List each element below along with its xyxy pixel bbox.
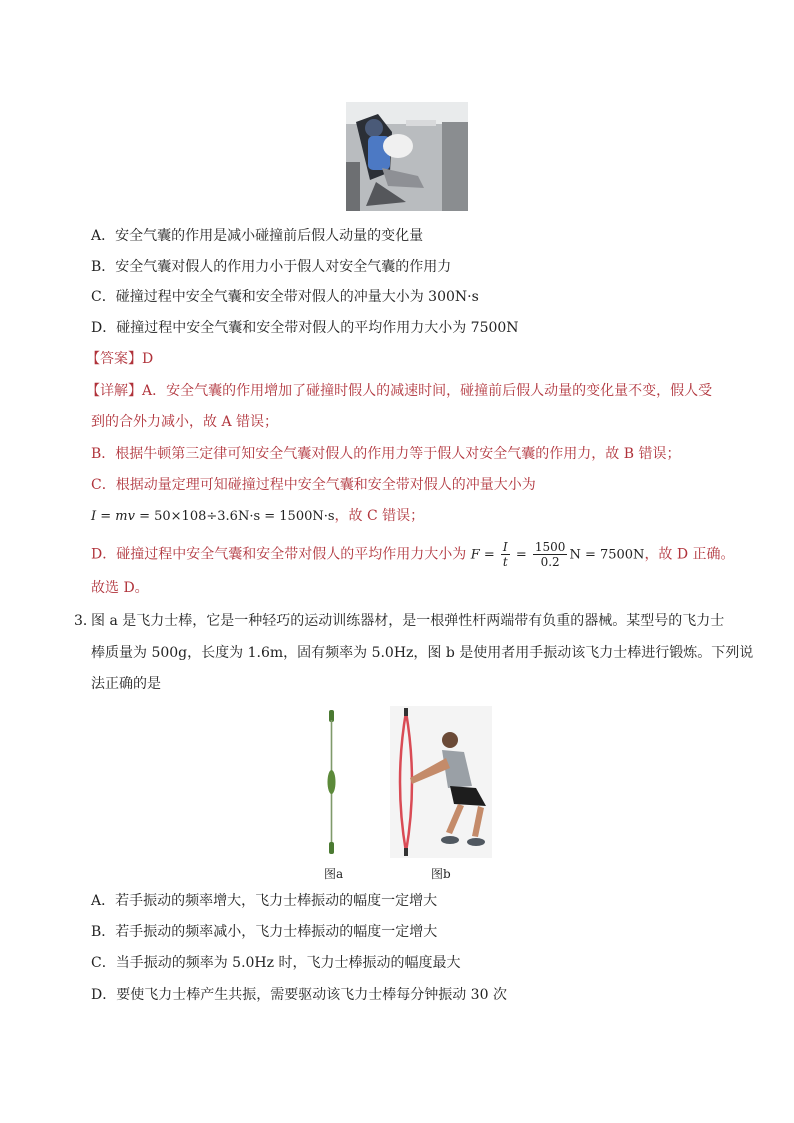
eq-c-rhs: = 50×108÷3.6N·s = 1500N·s (134, 509, 335, 524)
q3-option-b: B．若手振动的频率减小，飞力士棒振动的幅度一定增大 (91, 924, 438, 940)
q2-analysis-a-line1 (86, 381, 712, 401)
q3-stem-line3: 法正确的是 (91, 676, 161, 692)
eq-d-den2: 0.2 (540, 555, 560, 569)
eq-d-result: N = 7500N (569, 547, 645, 563)
q3-stem-line1: 图 a 是飞力士棒，它是一种轻巧的运动训练器材，是一根弹性杆两端带有负重的器械。某型号的飞力士 (91, 613, 725, 629)
q2-answer: 【答案】D (86, 351, 154, 367)
eq-d-den1: t (502, 555, 508, 569)
q3-option-a: A．若手振动的频率增大，飞力士棒振动的幅度一定增大 (91, 893, 438, 909)
eq-d-num2: 1500 (534, 540, 566, 554)
fig-a-caption: 图a (324, 867, 344, 881)
crash-test-photo (346, 102, 468, 211)
q2-option-c: C．碰撞过程中安全气囊和安全带对假人的冲量大小为 300N·s (91, 289, 479, 305)
eq-d-fraction-1 (501, 540, 510, 569)
analysis-d-tail: ，故 D 正确。 (644, 546, 735, 563)
analysis-label: 【详解】 (86, 383, 142, 399)
flexi-bar-figure-a (322, 706, 342, 858)
q2-option-b: B．安全气囊对假人的作用力小于假人对安全气囊的作用力 (91, 259, 452, 275)
analysis-a-text: A．安全气囊的作用增加了碰撞时假人的减速时间，碰撞前后假人动量的变化量不变，假人受 (142, 383, 713, 399)
eq-c-tail: ，故 C 错误； (334, 508, 425, 524)
q2-equation-c (91, 506, 424, 527)
q2-analysis-a-line2: 到的合外力减小，故 A 错误； (91, 414, 279, 430)
q3-stem-line2: 棒质量为 500g，长度为 1.6m，固有频率为 5.0Hz，图 b 是使用者用手振动该飞力士棒进行锻炼。下列说 (91, 645, 754, 661)
q2-analysis-b: B．根据牛顿第三定律可知安全气囊对假人的作用力等于假人对安全气囊的作用力，故 B 错误； (91, 446, 681, 462)
eq-d-num1: I (501, 540, 510, 555)
q3-option-c: C．当手振动的频率为 5.0Hz 时，飞力士棒振动的幅度最大 (91, 955, 461, 971)
eq-d-fraction-2 (533, 540, 568, 569)
q2-conclusion: 故选 D。 (91, 580, 149, 596)
eq-d-F: F (470, 547, 480, 563)
q2-analysis-d: D．碰撞过程中安全气囊和安全带对假人的平均作用力大小为 F = $\frac{I}{t}$ = $\frac{1500}{0.2}$ N = 7500N，故 D 正确。 (91, 540, 735, 569)
q3-number: 3． (74, 613, 97, 629)
q2-option-a: A．安全气囊的作用是减小碰撞前后假人动量的变化量 (91, 228, 424, 244)
eq-c-lhs: I = mv (91, 509, 135, 524)
exercise-photo-figure-b (390, 706, 492, 858)
q3-option-d: D．要使飞力士棒产生共振，需要驱动该飞力士棒每分钟振动 30 次 (91, 987, 507, 1003)
fig-b-caption: 图b (431, 867, 451, 881)
q2-analysis-c: C．根据动量定理可知碰撞过程中安全气囊和安全带对假人的冲量大小为 (91, 477, 536, 493)
analysis-d-prefix: D．碰撞过程中安全气囊和安全带对假人的平均作用力大小为 (91, 546, 467, 563)
q2-option-d: D．碰撞过程中安全气囊和安全带对假人的平均作用力大小为 7500N (91, 320, 519, 336)
